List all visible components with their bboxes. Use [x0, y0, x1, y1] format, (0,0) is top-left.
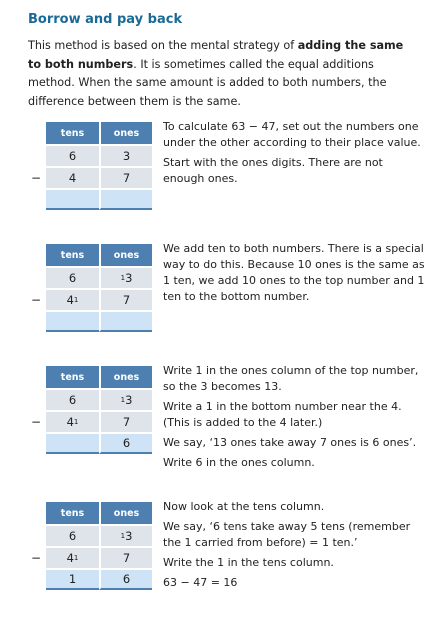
tens-header: tens [46, 502, 99, 524]
step-text-line: We add ten to both numbers. There is a special way to do this. Because 10 ones is the same as 1 ten, we add 10 ones to the top number and 1 ten to the bottom number. [163, 242, 425, 303]
answer-ones-digit: 6 [99, 568, 152, 590]
top-tens-digit: 6 [46, 524, 99, 546]
place-value-table-3 [46, 366, 152, 454]
minus-sign: − [31, 171, 42, 185]
bottom-ones-digit: 7 [99, 546, 152, 568]
ones-header: ones [99, 366, 152, 388]
step-2-text [163, 241, 425, 309]
top-ones-digit: 3 [99, 144, 152, 166]
bottom-tens-digit: 4 [46, 166, 99, 188]
step-text-line: Write 1 in the ones column of the top number, so the 3 becomes 13. [163, 364, 419, 393]
intro-paragraph [28, 37, 420, 111]
bottom-ones-digit: 7 [99, 288, 152, 310]
bottom-ones-digit: 7 [99, 410, 152, 432]
bottom-tens-digit: 4 1 [46, 546, 99, 568]
step-text-line: We say, ‘13 ones take away 7 ones is 6 ones’. [163, 436, 417, 449]
minus-sign: − [31, 415, 42, 429]
top-ones-digit: 1 3 [99, 524, 152, 546]
step-text-line: Write a 1 in the bottom number near the 4. (This is added to the 4 later.) [163, 400, 402, 429]
ones-header: ones [99, 502, 152, 524]
ones-header: ones [99, 122, 152, 144]
step-4-text [163, 499, 425, 595]
bottom-tens-digit: 4 1 [46, 410, 99, 432]
step-text-line: Start with the ones digits. There are not enough ones. [163, 156, 383, 185]
minus-sign: − [31, 293, 42, 307]
tens-header: tens [46, 244, 99, 266]
tens-header: tens [46, 122, 99, 144]
page-title: Borrow and pay back [28, 12, 183, 27]
bottom-ones-digit: 7 [99, 166, 152, 188]
top-tens-digit: 6 [46, 144, 99, 166]
top-ones-digit: 1 3 [99, 266, 152, 288]
step-text-line: 63 − 47 = 16 [163, 576, 238, 589]
answer-ones-digit [99, 188, 152, 210]
tens-header: tens [46, 366, 99, 388]
minus-sign: − [31, 551, 42, 565]
place-value-table-2 [46, 244, 152, 332]
top-ones-digit: 1 3 [99, 388, 152, 410]
step-text-line: To calculate 63 − 47, set out the numbers one under the other according to their place value. [163, 120, 421, 149]
step-3-text [163, 363, 425, 475]
step-text-line: We say, ‘6 tens take away 5 tens (remember the 1 carried from before) = 1 ten.’ [163, 520, 411, 549]
ones-header: ones [99, 244, 152, 266]
intro-text-rest: . It is sometimes called the equal additions method. When the same amount is added to both numbers, the difference between them is the same. [28, 57, 387, 108]
intro-bold-text: adding the same to both numbers [28, 39, 404, 71]
step-text-line: Now look at the tens column. [163, 500, 325, 513]
step-1-text [163, 119, 425, 191]
place-value-table-4 [46, 502, 152, 590]
bottom-tens-digit: 4 1 [46, 288, 99, 310]
intro-text: This method is based on the mental strategy of [28, 39, 298, 52]
top-tens-digit: 6 [46, 266, 99, 288]
answer-tens-digit: 1 [46, 568, 99, 590]
place-value-table-1 [46, 122, 152, 210]
answer-tens-digit [46, 310, 99, 332]
answer-ones-digit [99, 310, 152, 332]
answer-ones-digit: 6 [99, 432, 152, 454]
step-text-line: Write the 1 in the tens column. [163, 556, 334, 569]
answer-tens-digit [46, 432, 99, 454]
top-tens-digit: 6 [46, 388, 99, 410]
answer-tens-digit [46, 188, 99, 210]
step-text-line: Write 6 in the ones column. [163, 456, 315, 469]
